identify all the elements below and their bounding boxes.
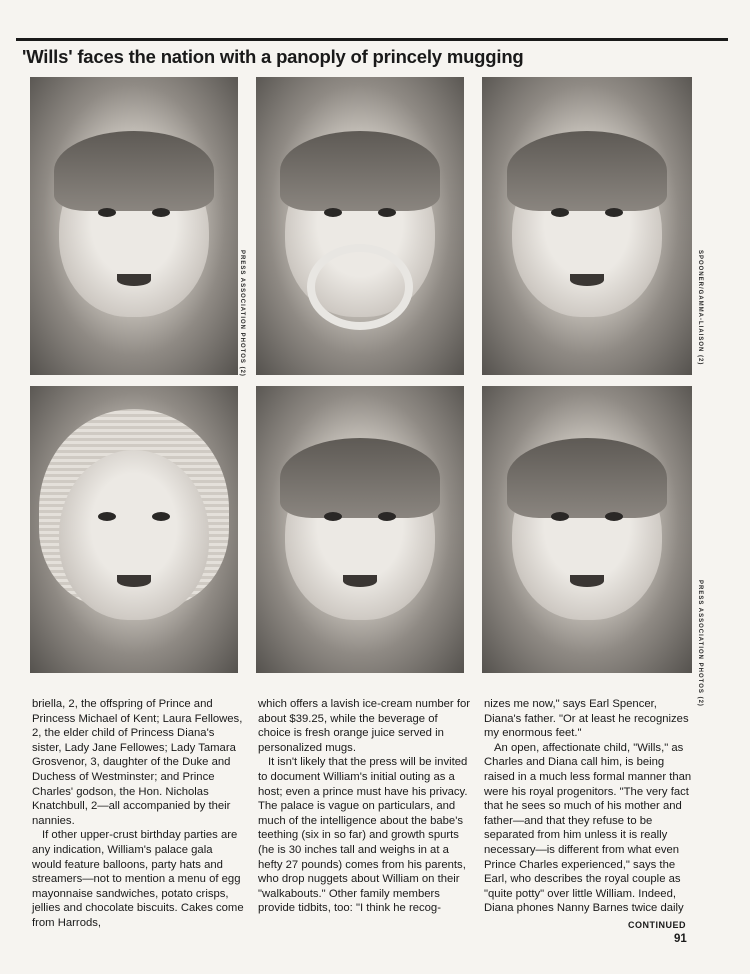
paragraph: An open, affectionate child, "Wills," as Charles and Diana call him, is being raised in a much less formal manner than were his royal progenitors. "The very fact that he sees so much of his mother and father—and that they refuse to be separated from him unless it is really necessary—is different from what even Prince Charles experienced," says the Earl, who describes the royal couple as "quite potty" over little William. Indeed, Diana phones Nanny Barnes twice daily xyxy=(484,741,692,915)
photo-baby-open-mouth xyxy=(482,386,692,673)
photo-credit-right-top: SPOONER/GAMMA-LIAISON (2) xyxy=(697,250,703,366)
column-2 xyxy=(258,697,470,916)
photo-credit-right-bottom: PRESS ASSOCIATION PHOTOS (2) xyxy=(697,580,703,707)
page-number: 91 xyxy=(674,933,687,945)
paragraph: nizes me now," says Earl Spencer, Diana's father. "Or at least he recognizes my enormous feet." xyxy=(484,698,689,740)
photo-baby-knit-bonnet xyxy=(30,386,238,673)
photo-grid xyxy=(30,77,696,673)
continued-label: CONTINUED xyxy=(628,920,686,930)
headline: 'Wills' faces the nation with a panoply of princely mugging xyxy=(22,46,524,67)
paragraph: briella, 2, the offspring of Prince and Princess Michael of Kent; Laura Fellowes, 2, the elder child of Princess Diana's sister, Lady Jane Fellowes; Lady Tamara Grosvenor, 3, daughter of the Duke and Duchess of Westminster; and Prince Charles' godson, the Hon. Nicholas Knatchbull, 2—all accompanied by their nannies. xyxy=(32,698,243,827)
paragraph: which offers a lavish ice-cream number for about $39.25, while the beverage of choice is fresh orange juice served in personalized mugs. xyxy=(258,698,471,754)
photo-credit-left: PRESS ASSOCIATION PHOTOS (2) xyxy=(239,250,245,377)
column-3 xyxy=(484,697,696,916)
photo-baby-crying xyxy=(30,77,238,375)
photo-baby-teething-ring xyxy=(256,77,464,375)
photo-baby-laughing xyxy=(256,386,464,673)
photo-baby-smiling-outdoors xyxy=(482,77,692,375)
paragraph: It isn't likely that the press will be invited to document William's initial outing as a host; even a prince must have his privacy. The palace is vague on particulars, and much of the intelligence about the babe's teething (six in so far) and growth spurts (he is 30 inches tall and weighs in at a hefty 27 pounds) comes from his parents, who drop nuggets about William on their "walkabouts." Other family members provide tidbits, too: "I think he recog- xyxy=(258,756,468,915)
column-1 xyxy=(32,697,244,931)
top-rule xyxy=(16,38,728,41)
paragraph: If other upper-crust birthday parties are any indication, William's palace gala would feature balloons, party hats and streamers—not to mention a menu of egg mayonnaise sandwiches, potato crisps, jellies and chocolate biscuits. Cakes come from Harrods, xyxy=(32,829,244,929)
